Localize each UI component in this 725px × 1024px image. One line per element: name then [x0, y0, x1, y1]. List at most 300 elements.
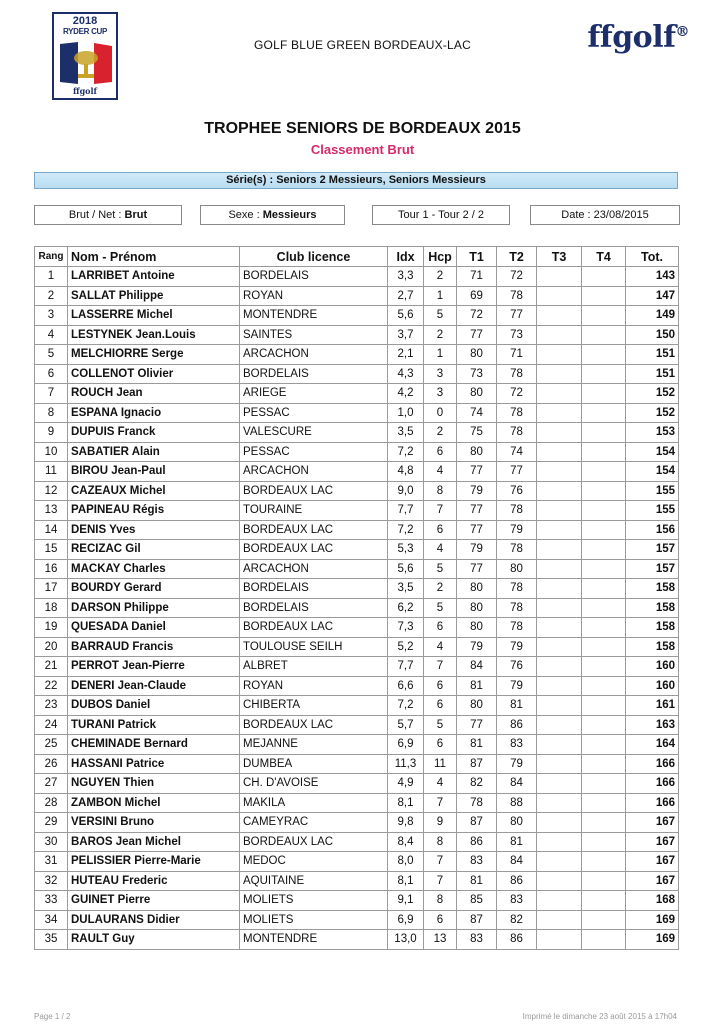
table-row — [35, 910, 679, 930]
cell-nom: CHEMINADE Bernard — [68, 735, 240, 755]
cell-t1: 87 — [457, 754, 497, 774]
cell-t1: 80 — [457, 696, 497, 716]
cell-nom: BIROU Jean-Paul — [68, 462, 240, 482]
tour-filter: Tour 1 - Tour 2 / 2 — [372, 205, 510, 225]
cell-t2: 77 — [497, 462, 537, 482]
cell-hcp: 6 — [424, 910, 457, 930]
cell-t4 — [582, 325, 626, 345]
cell-club: TOURAINE — [240, 501, 388, 521]
cell-hcp: 4 — [424, 540, 457, 560]
club-name: GOLF BLUE GREEN BORDEAUX-LAC — [254, 38, 471, 52]
cell-nom: NGUYEN Thien — [68, 774, 240, 794]
cell-t3 — [537, 267, 582, 287]
cell-t1: 84 — [457, 657, 497, 677]
cell-t3 — [537, 520, 582, 540]
cell-t4 — [582, 579, 626, 599]
cell-idx: 8,1 — [388, 793, 424, 813]
cell-idx: 8,0 — [388, 852, 424, 872]
cell-nom: MELCHIORRE Serge — [68, 345, 240, 365]
cell-nom: DARSON Philippe — [68, 598, 240, 618]
cell-t2: 78 — [497, 579, 537, 599]
cell-t2: 83 — [497, 891, 537, 911]
cell-rang: 13 — [35, 501, 68, 521]
table-row — [35, 540, 679, 560]
cell-rang: 4 — [35, 325, 68, 345]
cell-rang: 26 — [35, 754, 68, 774]
cell-t2: 76 — [497, 481, 537, 501]
cell-club: ALBRET — [240, 657, 388, 677]
cell-nom: GUINET Pierre — [68, 891, 240, 911]
cell-t4 — [582, 754, 626, 774]
cell-t3 — [537, 657, 582, 677]
cell-t4 — [582, 286, 626, 306]
cell-club: ROYAN — [240, 676, 388, 696]
cell-t3 — [537, 384, 582, 404]
cell-t3 — [537, 559, 582, 579]
cell-t2: 72 — [497, 384, 537, 404]
cell-club: MEJANNE — [240, 735, 388, 755]
cell-idx: 4,9 — [388, 774, 424, 794]
cell-nom: DUPUIS Franck — [68, 423, 240, 443]
cell-t4 — [582, 774, 626, 794]
cell-t2: 84 — [497, 852, 537, 872]
col-nom: Nom - Prénom — [68, 247, 240, 267]
cell-nom: LASSERRE Michel — [68, 306, 240, 326]
cell-t3 — [537, 618, 582, 638]
table-row — [35, 267, 679, 287]
cell-nom: PAPINEAU Régis — [68, 501, 240, 521]
cell-t2: 78 — [497, 501, 537, 521]
cell-idx: 7,3 — [388, 618, 424, 638]
cell-rang: 21 — [35, 657, 68, 677]
cell-t3 — [537, 735, 582, 755]
cell-t1: 85 — [457, 891, 497, 911]
table-row — [35, 520, 679, 540]
cell-t2: 78 — [497, 286, 537, 306]
cell-t2: 78 — [497, 540, 537, 560]
cell-hcp: 8 — [424, 832, 457, 852]
cell-t4 — [582, 520, 626, 540]
cell-t2: 86 — [497, 871, 537, 891]
table-row — [35, 930, 679, 950]
cell-hcp: 4 — [424, 462, 457, 482]
results-table — [34, 246, 679, 950]
cell-tot: 154 — [626, 442, 679, 462]
cell-t3 — [537, 715, 582, 735]
cell-t1: 87 — [457, 813, 497, 833]
cell-rang: 2 — [35, 286, 68, 306]
cell-hcp: 1 — [424, 286, 457, 306]
cell-tot: 158 — [626, 598, 679, 618]
cell-club: BORDEAUX LAC — [240, 520, 388, 540]
cell-club: MOLIETS — [240, 910, 388, 930]
cell-idx: 3,7 — [388, 325, 424, 345]
cell-t3 — [537, 793, 582, 813]
cell-nom: BARRAUD Francis — [68, 637, 240, 657]
cell-t2: 86 — [497, 715, 537, 735]
cell-t2: 84 — [497, 774, 537, 794]
cell-club: BORDEAUX LAC — [240, 618, 388, 638]
table-row — [35, 559, 679, 579]
cell-tot: 167 — [626, 852, 679, 872]
cell-t3 — [537, 345, 582, 365]
cell-idx: 7,2 — [388, 442, 424, 462]
table-row — [35, 481, 679, 501]
cell-t2: 88 — [497, 793, 537, 813]
cell-hcp: 0 — [424, 403, 457, 423]
table-row — [35, 754, 679, 774]
table-header — [35, 247, 679, 267]
cell-hcp: 7 — [424, 657, 457, 677]
cell-club: BORDEAUX LAC — [240, 715, 388, 735]
cell-t3 — [537, 871, 582, 891]
sexe-filter — [200, 205, 345, 225]
cell-club: AQUITAINE — [240, 871, 388, 891]
cell-club: PESSAC — [240, 442, 388, 462]
cell-t4 — [582, 618, 626, 638]
cell-idx: 8,4 — [388, 832, 424, 852]
cell-idx: 1,0 — [388, 403, 424, 423]
cell-idx: 5,6 — [388, 306, 424, 326]
cell-tot: 167 — [626, 871, 679, 891]
cell-t3 — [537, 540, 582, 560]
cell-nom: BOURDY Gerard — [68, 579, 240, 599]
cell-t2: 72 — [497, 267, 537, 287]
cell-hcp: 8 — [424, 481, 457, 501]
cell-idx: 3,3 — [388, 267, 424, 287]
cell-idx: 9,0 — [388, 481, 424, 501]
cell-t3 — [537, 423, 582, 443]
cell-t3 — [537, 891, 582, 911]
cell-tot: 164 — [626, 735, 679, 755]
cell-t1: 69 — [457, 286, 497, 306]
cell-tot: 149 — [626, 306, 679, 326]
cell-t3 — [537, 364, 582, 384]
cell-rang: 11 — [35, 462, 68, 482]
cell-club: BORDELAIS — [240, 579, 388, 599]
cell-t4 — [582, 559, 626, 579]
cell-t1: 79 — [457, 481, 497, 501]
cell-tot: 167 — [626, 813, 679, 833]
cell-hcp: 7 — [424, 501, 457, 521]
cell-rang: 29 — [35, 813, 68, 833]
table-row — [35, 306, 679, 326]
cell-rang: 8 — [35, 403, 68, 423]
cell-t1: 73 — [457, 364, 497, 384]
cell-club: BORDEAUX LAC — [240, 540, 388, 560]
cell-idx: 6,9 — [388, 910, 424, 930]
cell-t4 — [582, 598, 626, 618]
cell-hcp: 7 — [424, 852, 457, 872]
cell-nom: PERROT Jean-Pierre — [68, 657, 240, 677]
cell-t1: 86 — [457, 832, 497, 852]
cell-t1: 80 — [457, 598, 497, 618]
cell-t3 — [537, 774, 582, 794]
cell-tot: 155 — [626, 501, 679, 521]
cell-club: ARCACHON — [240, 345, 388, 365]
cell-t4 — [582, 540, 626, 560]
cell-tot: 158 — [626, 618, 679, 638]
col-rang: Rang — [35, 247, 68, 267]
cell-tot: 151 — [626, 364, 679, 384]
cell-t3 — [537, 852, 582, 872]
cell-t1: 77 — [457, 559, 497, 579]
cell-t2: 73 — [497, 325, 537, 345]
cell-hcp: 2 — [424, 267, 457, 287]
cell-t4 — [582, 657, 626, 677]
cell-tot: 147 — [626, 286, 679, 306]
cell-nom: DUBOS Daniel — [68, 696, 240, 716]
cell-tot: 153 — [626, 423, 679, 443]
cell-t2: 78 — [497, 403, 537, 423]
cell-t1: 81 — [457, 735, 497, 755]
cell-club: ARIEGE — [240, 384, 388, 404]
cell-hcp: 4 — [424, 637, 457, 657]
cell-tot: 168 — [626, 891, 679, 911]
col-idx: Idx — [388, 247, 424, 267]
page-subtitle: Classement Brut — [310, 142, 415, 157]
cell-t2: 81 — [497, 696, 537, 716]
cell-nom: RECIZAC Gil — [68, 540, 240, 560]
cell-tot: 157 — [626, 559, 679, 579]
cell-hcp: 5 — [424, 715, 457, 735]
cell-t1: 74 — [457, 403, 497, 423]
cell-club: BORDELAIS — [240, 364, 388, 384]
cell-rang: 9 — [35, 423, 68, 443]
cell-nom: LARRIBET Antoine — [68, 267, 240, 287]
cell-tot: 166 — [626, 754, 679, 774]
cell-rang: 3 — [35, 306, 68, 326]
series-banner: Série(s) : Seniors 2 Messieurs, Seniors Messieurs — [34, 172, 678, 189]
cell-hcp: 6 — [424, 618, 457, 638]
cell-hcp: 3 — [424, 384, 457, 404]
cell-nom: PELISSIER Pierre-Marie — [68, 852, 240, 872]
cell-club: ROYAN — [240, 286, 388, 306]
cell-t1: 77 — [457, 501, 497, 521]
cell-t4 — [582, 715, 626, 735]
cell-t3 — [537, 637, 582, 657]
cell-t2: 79 — [497, 637, 537, 657]
col-t2: T2 — [497, 247, 537, 267]
cell-t4 — [582, 871, 626, 891]
cell-rang: 19 — [35, 618, 68, 638]
cell-nom: LESTYNEK Jean.Louis — [68, 325, 240, 345]
cell-hcp: 6 — [424, 696, 457, 716]
cell-t1: 80 — [457, 618, 497, 638]
cell-rang: 15 — [35, 540, 68, 560]
cell-tot: 151 — [626, 345, 679, 365]
cell-rang: 34 — [35, 910, 68, 930]
cell-t1: 75 — [457, 423, 497, 443]
cell-t3 — [537, 832, 582, 852]
cell-club: CHIBERTA — [240, 696, 388, 716]
cell-rang: 31 — [35, 852, 68, 872]
cell-hcp: 2 — [424, 423, 457, 443]
cell-t2: 79 — [497, 520, 537, 540]
cell-t1: 79 — [457, 540, 497, 560]
cell-rang: 25 — [35, 735, 68, 755]
cell-idx: 2,7 — [388, 286, 424, 306]
table-row — [35, 598, 679, 618]
cell-nom: ZAMBON Michel — [68, 793, 240, 813]
cell-club: MONTENDRE — [240, 306, 388, 326]
cell-t4 — [582, 637, 626, 657]
table-row — [35, 345, 679, 365]
table-row — [35, 325, 679, 345]
page-number: Page 1 / 2 — [34, 1012, 71, 1021]
table-row — [35, 774, 679, 794]
sexe-value: Messieurs — [262, 209, 317, 221]
table-row — [35, 696, 679, 716]
cell-t2: 71 — [497, 345, 537, 365]
cell-rang: 10 — [35, 442, 68, 462]
cell-tot: 152 — [626, 403, 679, 423]
cell-t4 — [582, 403, 626, 423]
cell-t2: 86 — [497, 930, 537, 950]
table-row — [35, 286, 679, 306]
sexe-label: Sexe : — [228, 209, 260, 221]
table-row — [35, 813, 679, 833]
cell-t4 — [582, 735, 626, 755]
cell-t1: 81 — [457, 871, 497, 891]
cell-idx: 4,8 — [388, 462, 424, 482]
cell-idx: 11,3 — [388, 754, 424, 774]
cell-t4 — [582, 832, 626, 852]
cell-tot: 156 — [626, 520, 679, 540]
cell-rang: 16 — [35, 559, 68, 579]
cell-club: CH. D'AVOISE — [240, 774, 388, 794]
cell-club: PESSAC — [240, 403, 388, 423]
cell-hcp: 6 — [424, 520, 457, 540]
cell-idx: 2,1 — [388, 345, 424, 365]
table-row — [35, 657, 679, 677]
cell-nom: ROUCH Jean — [68, 384, 240, 404]
table-row — [35, 384, 679, 404]
cell-nom: DULAURANS Didier — [68, 910, 240, 930]
cell-t3 — [537, 403, 582, 423]
cell-rang: 24 — [35, 715, 68, 735]
print-date: Imprimé le dimanche 23 août 2015 à 17h04 — [522, 1012, 677, 1021]
table-row — [35, 462, 679, 482]
cell-club: CAMEYRAC — [240, 813, 388, 833]
cell-t1: 77 — [457, 325, 497, 345]
cell-tot: 150 — [626, 325, 679, 345]
date-filter: Date : 23/08/2015 — [530, 205, 680, 225]
cell-t4 — [582, 345, 626, 365]
cell-t3 — [537, 910, 582, 930]
cell-tot: 154 — [626, 462, 679, 482]
cell-t4 — [582, 793, 626, 813]
cell-rang: 18 — [35, 598, 68, 618]
cell-tot: 161 — [626, 696, 679, 716]
cell-t4 — [582, 306, 626, 326]
cell-hcp: 5 — [424, 306, 457, 326]
cell-tot: 155 — [626, 481, 679, 501]
cell-idx: 7,7 — [388, 657, 424, 677]
cell-hcp: 13 — [424, 930, 457, 950]
cell-club: BORDELAIS — [240, 267, 388, 287]
cell-t3 — [537, 813, 582, 833]
table-row — [35, 442, 679, 462]
logo-name: RYDER CUP — [62, 27, 108, 36]
cell-hcp: 2 — [424, 325, 457, 345]
cell-club: BORDEAUX LAC — [240, 481, 388, 501]
cell-t3 — [537, 286, 582, 306]
cell-hcp: 3 — [424, 364, 457, 384]
table-row — [35, 423, 679, 443]
cell-rang: 14 — [35, 520, 68, 540]
cell-idx: 13,0 — [388, 930, 424, 950]
cell-hcp: 9 — [424, 813, 457, 833]
cell-t4 — [582, 442, 626, 462]
cell-tot: 166 — [626, 774, 679, 794]
cell-t2: 78 — [497, 364, 537, 384]
cell-rang: 22 — [35, 676, 68, 696]
col-tot: Tot. — [626, 247, 679, 267]
cell-t3 — [537, 676, 582, 696]
cell-tot: 152 — [626, 384, 679, 404]
cell-club: MOLIETS — [240, 891, 388, 911]
cell-club: MONTENDRE — [240, 930, 388, 950]
cell-rang: 1 — [35, 267, 68, 287]
cell-hcp: 5 — [424, 598, 457, 618]
cell-idx: 3,5 — [388, 423, 424, 443]
cell-club: ARCACHON — [240, 559, 388, 579]
cell-idx: 7,2 — [388, 696, 424, 716]
cell-rang: 6 — [35, 364, 68, 384]
table-row — [35, 403, 679, 423]
cell-nom: HASSANI Patrice — [68, 754, 240, 774]
cell-nom: SABATIER Alain — [68, 442, 240, 462]
cell-t1: 80 — [457, 345, 497, 365]
cell-tot: 160 — [626, 657, 679, 677]
cell-hcp: 7 — [424, 871, 457, 891]
cell-t3 — [537, 696, 582, 716]
cell-hcp: 6 — [424, 735, 457, 755]
cell-hcp: 6 — [424, 442, 457, 462]
cell-t4 — [582, 364, 626, 384]
cell-t1: 77 — [457, 462, 497, 482]
cell-t2: 82 — [497, 910, 537, 930]
cell-nom: SALLAT Philippe — [68, 286, 240, 306]
cell-idx: 7,2 — [388, 520, 424, 540]
cell-nom: HUTEAU Frederic — [68, 871, 240, 891]
cell-nom: TURANI Patrick — [68, 715, 240, 735]
cell-club: SAINTES — [240, 325, 388, 345]
table-row — [35, 832, 679, 852]
cell-t2: 78 — [497, 423, 537, 443]
cell-t1: 83 — [457, 852, 497, 872]
cell-rang: 35 — [35, 930, 68, 950]
cell-rang: 5 — [35, 345, 68, 365]
cell-t1: 72 — [457, 306, 497, 326]
cell-idx: 6,2 — [388, 598, 424, 618]
cell-nom: MACKAY Charles — [68, 559, 240, 579]
cell-idx: 3,5 — [388, 579, 424, 599]
table-row — [35, 637, 679, 657]
cell-t4 — [582, 423, 626, 443]
cell-hcp: 4 — [424, 774, 457, 794]
cell-tot: 160 — [626, 676, 679, 696]
cell-idx: 5,7 — [388, 715, 424, 735]
cell-t2: 77 — [497, 306, 537, 326]
cell-rang: 23 — [35, 696, 68, 716]
cell-nom: ESPANA Ignacio — [68, 403, 240, 423]
cell-club: DUMBEA — [240, 754, 388, 774]
logo-sub: ffgolf — [73, 86, 97, 96]
cell-hcp: 6 — [424, 676, 457, 696]
cell-t4 — [582, 462, 626, 482]
